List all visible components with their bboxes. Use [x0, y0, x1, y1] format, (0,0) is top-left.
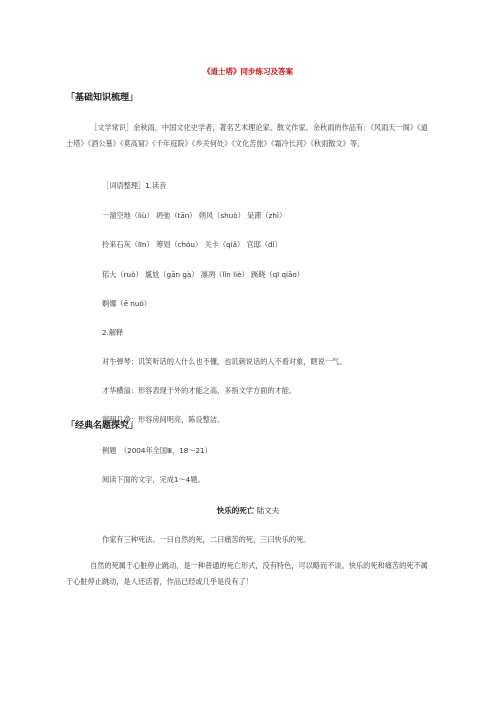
passage-paragraph: 作家有三种死法。一曰自然的死，二曰痛苦的死，三曰快乐的死。	[102, 535, 311, 544]
passage-paragraph: 自然的死属于心脏停止跳动，是一种普通的死亡形式，没有特色，可以略而不谈。快乐的死和痛苦的死不属于心脏停止跳动，是人还活着，作品已经或几乎是没有了！	[66, 561, 428, 586]
instruction-text: 阅读下面的文字，完成1～4题。	[102, 475, 205, 484]
pinyin-line: 婀娜（ē nuó）	[102, 299, 151, 308]
explanation-item: 对牛弹琴：讥笑听话的人什么也不懂，也讥刺说话的人不看对象，瞎说一气。	[102, 357, 347, 366]
vocab-heading: ［词语整理］1.读音	[102, 181, 167, 190]
passage-title: 快乐的死亡	[216, 506, 255, 515]
section-heading-basics: 「基础知识梳理」	[66, 93, 139, 103]
pinyin-line: 拎来石灰（līn） 筹划（chóu） 关卡（qiǎ） 官邸（dǐ）	[102, 240, 282, 249]
explain-heading: 2.解释	[102, 328, 124, 337]
explanation-item: 窗明几净：形容房间明亮，陈设整洁。	[102, 415, 225, 424]
pinyin-line: 一溜空地（liù） 坍弛（tān） 朔风（shuò） 呆滞（zhì）	[102, 211, 287, 220]
example-label: 例题 （2004年全国Ⅲ，18～21）	[102, 446, 212, 455]
passage-author: 陆文夫	[256, 506, 280, 515]
author-note-paragraph: ［文学常识］余秋雨，中国文化史学者，著名艺术理论家、散文作家。余秋雨的作品有：《风雨天一阁》《道士塔》《酒公墓》《莫高窟》《千年庭院》《乡关何处》《文化苦旅》《霜冷长河》《秋雨散文》等。	[66, 123, 428, 148]
document-title: 《道士塔》同步练习及答案	[203, 67, 293, 76]
passage-title-line	[0, 505, 496, 516]
pinyin-line: 偌大（ruò） 尴尬（gān gà） 凛冽（lǐn liè） 蹊跷（qī qiāo）	[102, 270, 304, 279]
section-heading-examples: 「经典名题探究」	[66, 421, 139, 431]
explanation-item: 才华横溢：形容表现于外的才能之高，多指文学方面的才能。	[102, 386, 297, 395]
